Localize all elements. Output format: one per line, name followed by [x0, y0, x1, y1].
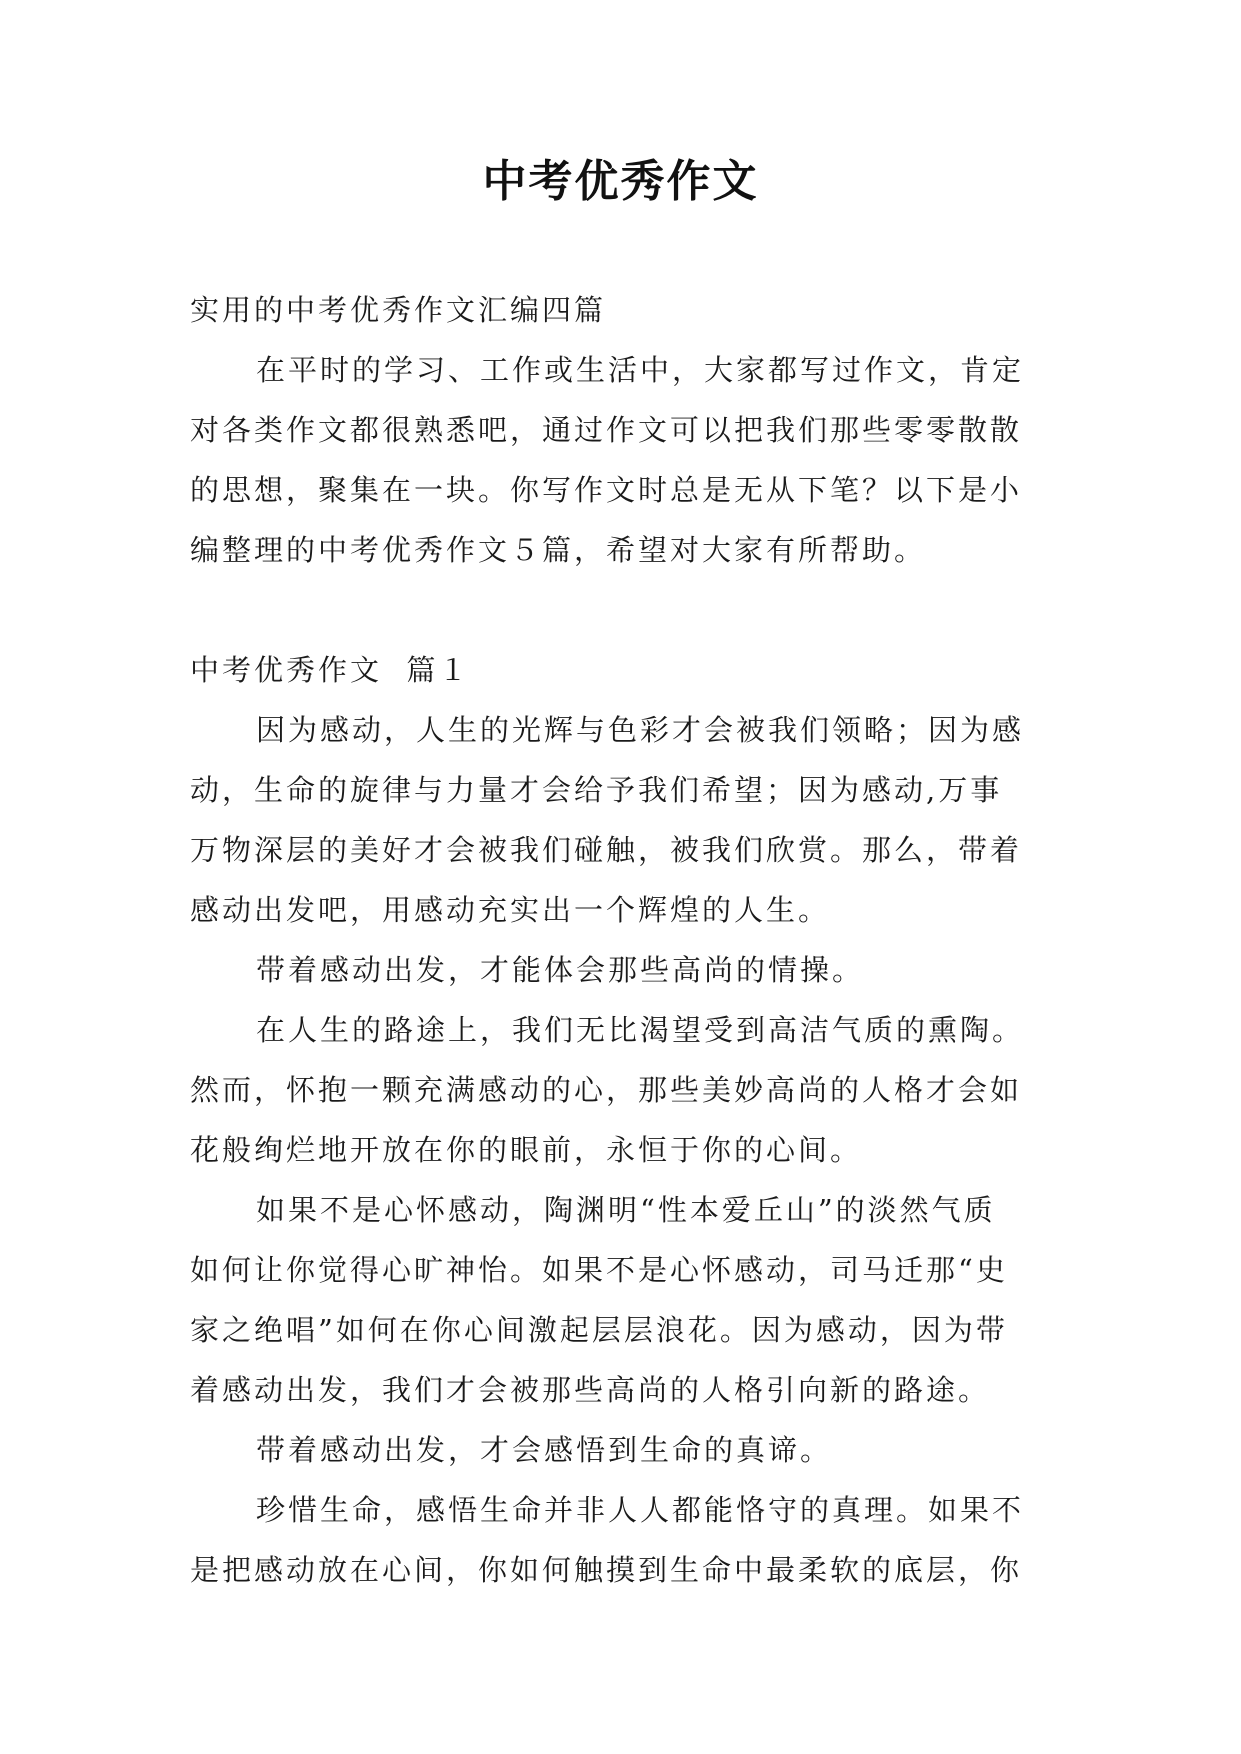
paragraph-line: 着感动出发，我们才会被那些高尚的人格引向新的路途。 — [190, 1373, 991, 1407]
paragraph-line: 家之绝唱”如何在你心间激起层层浪花。因为感动，因为带 — [190, 1313, 1008, 1347]
document-subtitle: 实用的中考优秀作文汇编四篇 — [190, 293, 607, 327]
paragraph-line: 如果不是心怀感动，陶渊明“性本爱丘山”的淡然气质 — [256, 1193, 996, 1227]
paragraph-line: 花般绚烂地开放在你的眼前，永恒于你的心间。 — [190, 1133, 863, 1167]
document-title: 中考优秀作文 — [482, 156, 759, 207]
intro-line: 在平时的学习、工作或生活中，大家都写过作文，肯定 — [256, 353, 1025, 387]
paragraph-line: 在人生的路途上，我们无比渴望受到高洁气质的熏陶。 — [256, 1013, 1025, 1047]
paragraph-line: 万物深层的美好才会被我们碰触，被我们欣赏。那么，带着 — [190, 833, 1023, 867]
paragraph-line: 如何让你觉得心旷神怡。如果不是心怀感动，司马迁那“史 — [190, 1253, 1008, 1287]
section-heading: 中考优秀作文 篇１ — [190, 653, 471, 687]
intro-line: 编整理的中考优秀作文５篇，希望对大家有所帮助。 — [190, 533, 927, 567]
paragraph-line: 因为感动，人生的光辉与色彩才会被我们领略；因为感 — [256, 713, 1025, 747]
paragraph-line: 珍惜生命，感悟生命并非人人都能恪守的真理。如果不 — [256, 1493, 1025, 1527]
intro-line: 的思想，聚集在一块。你写作文时总是无从下笔？以下是小 — [190, 473, 1023, 507]
paragraph-line: 然而，怀抱一颗充满感动的心，那些美妙高尚的人格才会如 — [190, 1073, 1023, 1107]
paragraph-line: 是把感动放在心间，你如何触摸到生命中最柔软的底层，你 — [190, 1553, 1023, 1587]
paragraph-line: 带着感动出发，才能体会那些高尚的情操。 — [256, 953, 865, 987]
intro-line: 对各类作文都很熟悉吧，通过作文可以把我们那些零零散散 — [190, 413, 1023, 447]
paragraph-line: 动，生命的旋律与力量才会给予我们希望；因为感动,万事 — [190, 773, 1003, 807]
paragraph-gap — [190, 580, 1050, 640]
document-body — [190, 280, 1050, 1600]
paragraph-line: 带着感动出发，才会感悟到生命的真谛。 — [256, 1433, 833, 1467]
paragraph-line: 感动出发吧，用感动充实出一个辉煌的人生。 — [190, 893, 831, 927]
